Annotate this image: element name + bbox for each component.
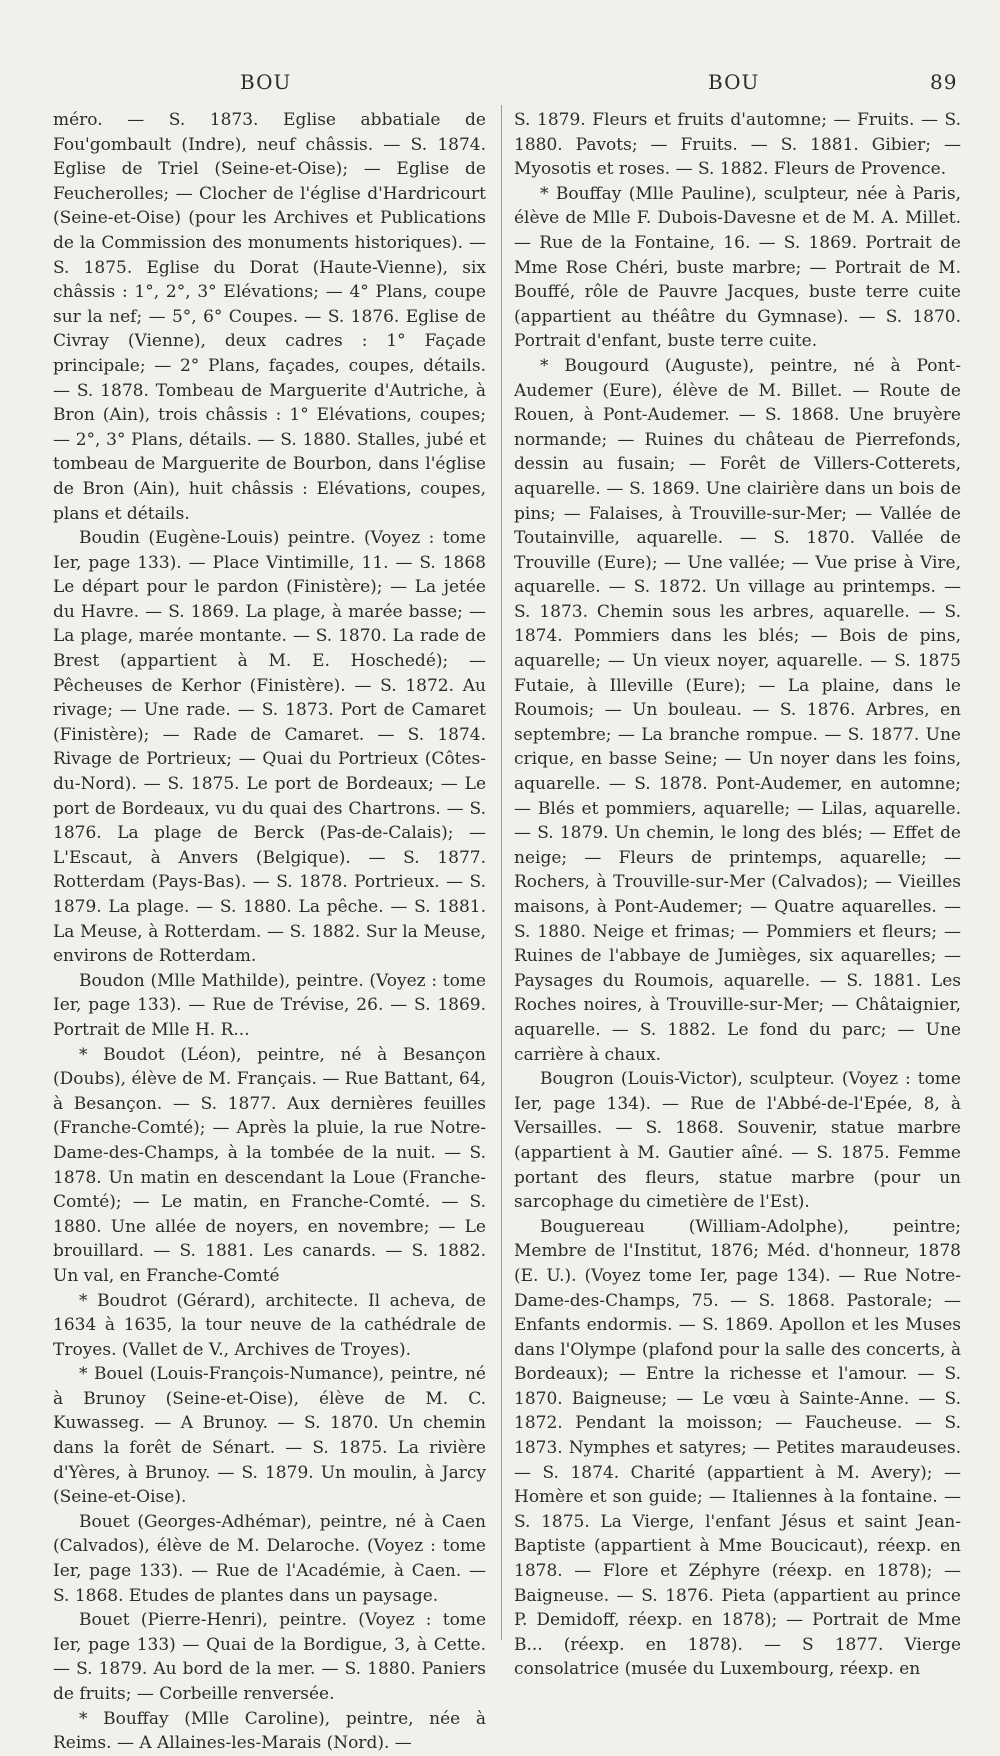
entry-bouffay-caroline: * Bouffay (Mlle Caroline), peintre, née à Reims. — A Allaines-les-Marais (Nord). —: [53, 1708, 486, 1754]
entry-bougourd: * Bougourd (Auguste), peintre, né à Pont-Audemer (Eure), élève de M. Billet. — Route de Rouen, à Pont-Audemer. — S. 1868. Une bruyère normande; — Ruines du château de Pierrefonds, dessin au fusain; — Forêt de Villers-Cotterets, aquarelle. — S. 1869. Une clairière dans un bois de pins; — Falaises, à Trouville-sur-Mer; — Vallée de Toutainville, aquarelle. — S. 1870. Vallée de Trouville (Eure); — Une vallée; — Vue prise à Vire, aquarelle. — S. 1872. Un village au printemps. — S. 1873. Chemin sous les arbres, aquarelle. — S. 1874. Pommiers dans les blés; — Bois de pins, aquarelle; — Un vieux noyer, aquarelle. — S. 1875 Futaie, à Illeville (Eure); — La plaine, dans le Roumois; — Un bouleau. — S. 1876. Arbres, en septembre; — La branche rompue. — S. 1877. Une crique, en basse Seine; — Un noyer dans les foins, aquarelle. — S. 1878. Pont-Audemer, en automne; — Blés et pommiers, aquarelle; — Lilas, aquarelle. — S. 1879. Un chemin, le long des blés; — Effet de neige; — Fleurs de printemps, aquarelle; — Rochers, à Trouville-sur-Mer (Calvados); — Vieilles maisons, à Pont-Audemer; — Quatre aquarelles. — S. 1880. Neige et frimas; — Pommiers et fleurs; — Ruines de l'abbaye de Jumièges, six aquarelles; — Paysages du Roumois, aquarelle. — S. 1881. Les Roches noires, à Trouville-sur-Mer; — Châtaignier, aquarelle. — S. 1882. Le fond du parc; — Une carrière à chaux.: [514, 355, 961, 1065]
entry-bouel: * Bouel (Louis-François-Numance), peintre, né à Brunoy (Seine-et-Oise), élève de M. C. Kuwasseg. — A Brunoy. — S. 1870. Un chemin dans la forêt de Sénart. — S. 1875. La rivière d'Yères, à Brunoy. — S. 1879. Un moulin, à Jarcy (Seine-et-Oise).: [53, 1364, 486, 1508]
entry-boudin: Boudin (Eugène-Louis) peintre. (Voyez : tome Ier, page 133). — Place Vintimille, 11. — S. 1868 Le départ pour le pardon (Finistère); — La jetée du Havre. — S. 1869. La plage, à marée basse; — La plage, marée montante. — S. 1870. La rade de Brest (appartient à M. E. Hoschedé); — Pêcheuses de Kerhor (Finistère). — S. 1872. Au rivage; — Une rade. — S. 1873. Port de Camaret (Finistère); — Rade de Camaret. — S. 1874. Rivage de Portrieux; — Quai du Portrieux (Côtes-du-Nord). — S. 1875. Le port de Bordeaux; — Le port de Bordeaux, vu du quai des Chartrons. — S. 1876. La plage de Berck (Pas-de-Calais); — L'Escaut, à Anvers (Belgique). — S. 1877. Rotterdam (Pays-Bas). — S. 1878. Portrieux. — S. 1879. La plage. — S. 1880. La pêche. — S. 1881. La Meuse, à Rotterdam. — S. 1882. Sur la Meuse, environs de Rotterdam.: [53, 528, 486, 967]
entry-bouguereau: Bouguereau (William-Adolphe), peintre; Membre de l'Institut, 1876; Méd. d'honneur, 1878 (E. U.). (Voyez tome Ier, page 134). — Rue Notre-Dame-des-Champs, 75. — S. 1868. Pastorale; — Enfants endormis. — S. 1869. Apollon et les Muses dans l'Olympe (plafond pour la salle des concerts, à Bordeaux); — Entre la richesse et l'amour. — S. 1870. Baigneuse; — Le vœu à Sainte-Anne. — S. 1872. Pendant la moisson; — Faucheuse. — S. 1873. Nymphes et satyres; — Petites maraudeuses. — S. 1874. Charité (appartient à M. Avery); — Homère et son guide; — Italiennes à la fontaine. — S. 1875. La Vierge, l'enfant Jésus et saint Jean-Baptiste (appartient à Mme Boucicaut), réexp. en 1878. — Flore et Zéphyre (réexp. en 1878); — Baigneuse. — S. 1876. Pieta (appartient au prince P. Demidoff, réexp. en 1878); — Portrait de Mme B... (réexp. en 1878). — S 1877. Vierge consolatrice (musée du Luxembourg, réexp. en: [514, 1216, 961, 1680]
entry-bouet-pierre: Bouet (Pierre-Henri), peintre. (Voyez : tome Ier, page 133) — Quai de la Bordigue, 3, à Cette. — S. 1879. Au bord de la mer. — S. 1880. Paniers de fruits; — Corbeille renversée.: [53, 1610, 486, 1704]
entry-bouet-georges: Bouet (Georges-Adhémar), peintre, né à Caen (Calvados), élève de M. Delaroche. (Voyez : tome Ier, page 133). — Rue de l'Académie, à Caen. — S. 1868. Etudes de plantes dans un paysage.: [53, 1511, 486, 1606]
left-column: [53, 108, 486, 1756]
entry-bougron: Bougron (Louis-Victor), sculpteur. (Voyez : tome Ier, page 134). — Rue de l'Abbé-de-l'Epée, 8, à Versailles. — S. 1868. Souvenir, statue marbre (appartient à M. Gautier aîné. — S. 1875. Femme portant des fleurs, statue marbre (pour un sarcophage du cimetière de l'Est).: [514, 1069, 961, 1213]
running-header-left: BOU: [240, 70, 292, 94]
entry-continuation-right: S. 1879. Fleurs et fruits d'automne; — Fruits. — S. 1880. Pavots; — Fruits. — S. 1881. Gibier; — Myosotis et roses. — S. 1882. Fleurs de Provence.: [514, 110, 961, 180]
column-divider: [501, 105, 502, 1640]
entry-bouffay-pauline: * Bouffay (Mlle Pauline), sculpteur, née à Paris, élève de Mlle F. Dubois-Davesne et de M. A. Millet. — Rue de la Fontaine, 16. — S. 1869. Portrait de Mme Rose Chéri, buste marbre; — Portrait de M. Bouffé, rôle de Pauvre Jacques, buste terre cuite (appartient au théâtre du Gymnase). — S. 1870. Portrait d'enfant, buste terre cuite.: [514, 183, 961, 352]
running-header-right: BOU: [708, 70, 760, 94]
entry-boudon: Boudon (Mlle Mathilde), peintre. (Voyez : tome Ier, page 133). — Rue de Trévise, 26. — S. 1869. Portrait de Mlle H. R...: [53, 970, 486, 1040]
right-column: [514, 108, 961, 1682]
entry-boudrot: * Boudrot (Gérard), architecte. Il acheva, de 1634 à 1635, la tour neuve de la cathédrale de Troyes. (Vallet de V., Archives de Troyes).: [53, 1290, 486, 1360]
entry-boudot: * Boudot (Léon), peintre, né à Besançon (Doubs), élève de M. Français. — Rue Battant, 64, à Besançon. — S. 1877. Aux dernières feuilles (Franche-Comté); — Après la pluie, la rue Notre-Dame-des-Champs, à la tombée de la nuit. — S. 1878. Un matin en descendant la Loue (Franche-Comté); — Le matin, en Franche-Comté. — S. 1880. Une allée de noyers, en novembre; — Le brouillard. — S. 1881. Les canards. — S. 1882. Un val, en Franche-Comté: [53, 1044, 486, 1286]
page-number: 89: [930, 70, 958, 94]
entry-continuation: méro. — S. 1873. Eglise abbatiale de Fou'gombault (Indre), neuf châssis. — S. 1874. Eglise de Triel (Seine-et-Oise); — Eglise de Feucherolles; — Clocher de l'église d'Hardricourt (Seine-et-Oise) (pour les Archives et Publications de la Commission des monuments historiques). — S. 1875. Eglise du Dorat (Haute-Vienne), six châssis : 1°, 2°, 3° Elévations; — 4° Plans, coupe sur la nef; — 5°, 6° Coupes. — S. 1876. Eglise de Civray (Vienne), deux cadres : 1° Façade principale; — 2° Plans, façades, coupes, détails. — S. 1878. Tombeau de Marguerite d'Autriche, à Bron (Ain), trois châssis : 1° Elévations, coupes; — 2°, 3° Plans, détails. — S. 1880. Stalles, jubé et tombeau de Marguerite de Bourbon, dans l'église de Bron (Ain), huit châssis : Elévations, coupes, plans et détails.: [53, 110, 486, 524]
